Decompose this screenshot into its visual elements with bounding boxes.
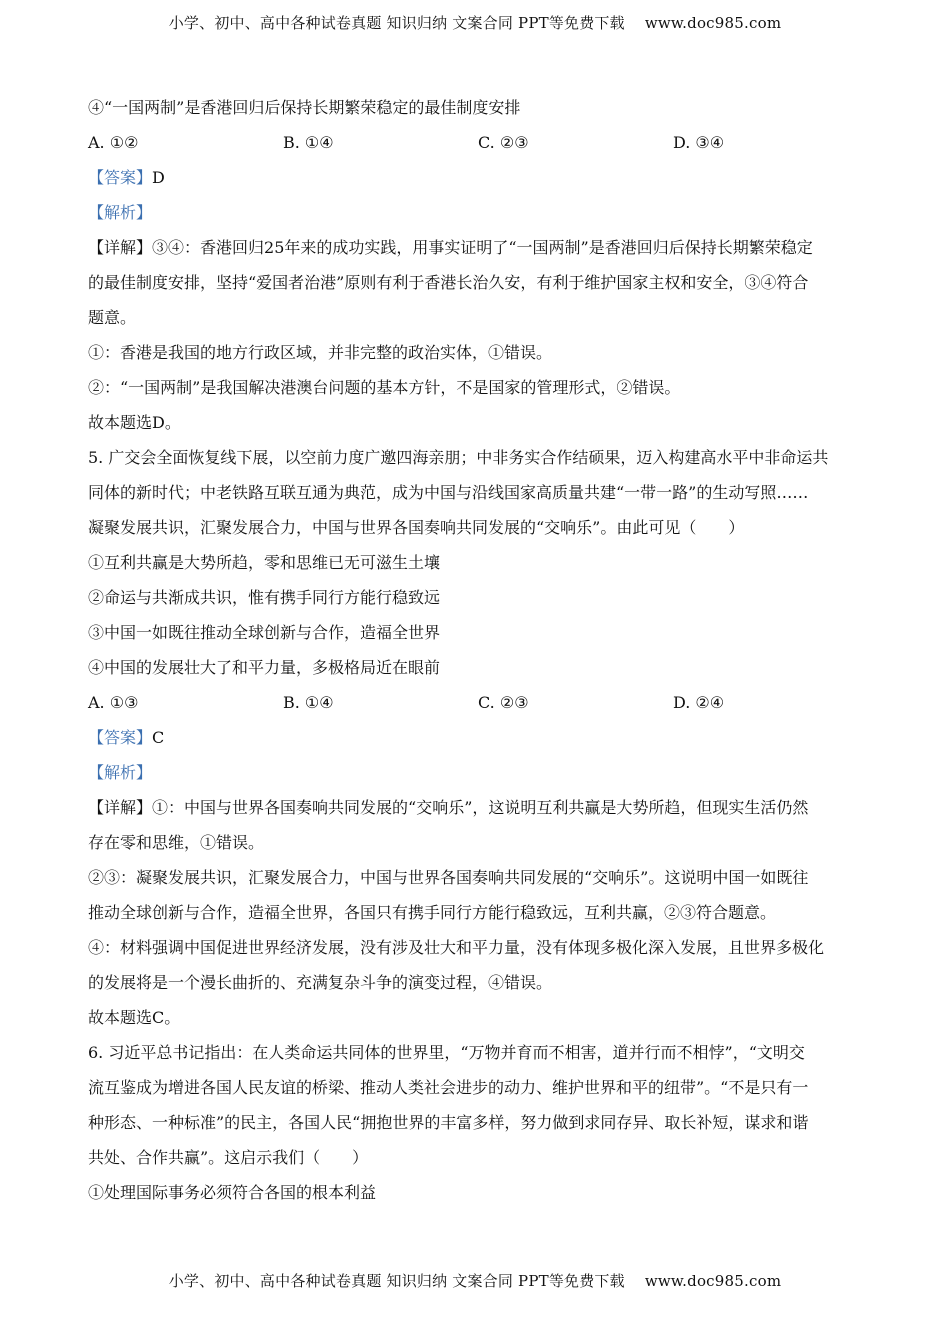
footer-text: 小学、初中、高中各种试卷真题 知识归纳 文案合同 PPT等免费下载 — [168, 1272, 625, 1290]
q6-stem-line: 共处、合作共赢”。这启示我们（ ） — [88, 1148, 369, 1167]
page-header — [0, 12, 950, 33]
analysis-tag: 【解析】 — [88, 763, 153, 782]
q4-conclusion: 故本题选D。 — [88, 413, 181, 432]
q5-option-c: C. ②③ — [478, 693, 529, 712]
q5-detail-line: ②③：凝聚发展共识，汇聚发展合力，中国与世界各国奏响共同发展的“交响乐”。这说明中国一如既往 — [88, 868, 809, 887]
q5-option-b: B. ①④ — [283, 693, 334, 712]
q4-detail-line: 【详解】③④：香港回归25年来的成功实践，用事实证明了“一国两制”是香港回归后保持长期繁荣稳定 — [88, 238, 813, 257]
q5-item-1: ①互利共赢是大势所趋，零和思维已无可滋生土壤 — [88, 553, 441, 572]
q5-detail-line: 存在零和思维，①错误。 — [88, 833, 265, 852]
q5-stem-line: 5. 广交会全面恢复线下展，以空前力度广邀四海亲朋；中非务实合作结硕果，迈入构建高水平中非命运共 — [88, 448, 829, 467]
q4-detail-line: ②：“一国两制”是我国解决港澳台问题的基本方针，不是国家的管理形式，②错误。 — [88, 378, 681, 397]
q4-item-4: ④“一国两制”是香港回归后保持长期繁荣稳定的最佳制度安排 — [88, 98, 521, 117]
q4-options — [88, 125, 868, 160]
q4-answer — [88, 160, 868, 195]
q4-option-b: B. ①④ — [283, 133, 334, 152]
q5-option-a: A. ①③ — [88, 693, 139, 712]
q5-detail-line: ④：材料强调中国促进世界经济发展，没有涉及壮大和平力量，没有体现多极化深入发展，且世界多极化 — [88, 938, 825, 957]
q4-detail-line: 的最佳制度安排，坚持“爱国者治港”原则有利于香港长治久安，有利于维护国家主权和安全，③④符合 — [88, 273, 809, 292]
detail-tag: 【详解】 — [88, 238, 153, 257]
q5-item-2: ②命运与共渐成共识，惟有携手同行方能行稳致远 — [88, 588, 441, 607]
q4-detail-line: ①：香港是我国的地方行政区域，并非完整的政治实体，①错误。 — [88, 343, 553, 362]
header-site-link[interactable]: www.doc985.com — [644, 14, 782, 32]
q5-detail-line: 【详解】①：中国与世界各国奏响共同发展的“交响乐”，这说明互利共赢是大势所趋，但现实生活仍然 — [88, 798, 809, 817]
q5-option-d: D. ②④ — [673, 693, 725, 712]
document-body — [88, 90, 868, 1210]
q5-detail-line: 的发展将是一个漫长曲折的、充满复杂斗争的演变过程，④错误。 — [88, 973, 553, 992]
q4-option-d: D. ③④ — [673, 133, 725, 152]
q4-option-a: A. ①② — [88, 133, 139, 152]
q5-stem-line: 同体的新时代；中老铁路互联互通为典范，成为中国与沿线国家高质量共建“一带一路”的生动写照…… — [88, 483, 809, 502]
q4-analysis-heading — [88, 195, 868, 230]
q5-detail-line: 推动全球创新与合作，造福全世界，各国只有携手同行方能行稳致远，互利共赢，②③符合题意。 — [88, 903, 777, 922]
answer-value: C — [152, 728, 165, 747]
analysis-tag: 【解析】 — [88, 203, 153, 222]
q5-conclusion: 故本题选C。 — [88, 1008, 181, 1027]
q4-detail-line: 题意。 — [88, 308, 137, 327]
answer-tag: 【答案】 — [88, 168, 153, 187]
answer-value: D — [152, 168, 165, 187]
q5-stem-line: 凝聚发展共识，汇聚发展合力，中国与世界各国奏响共同发展的“交响乐”。由此可见（ ） — [88, 518, 745, 537]
q5-item-3: ③中国一如既往推动全球创新与合作，造福全世界 — [88, 623, 441, 642]
q5-answer — [88, 720, 868, 755]
q5-analysis-heading — [88, 755, 868, 790]
q6-stem-line: 种形态、一种标准”的民主，各国人民“拥抱世界的丰富多样，努力做到求同存异、取长补短，谋求和谐 — [88, 1113, 809, 1132]
page-footer — [0, 1270, 950, 1291]
q5-item-4: ④中国的发展壮大了和平力量，多极格局近在眼前 — [88, 658, 441, 677]
q5-options — [88, 685, 868, 720]
q6-item-1: ①处理国际事务必须符合各国的根本利益 — [88, 1183, 377, 1202]
detail-tag: 【详解】 — [88, 798, 153, 817]
q6-stem-line: 6. 习近平总书记指出：在人类命运共同体的世界里，“万物并育而不相害，道并行而不相悖”，“文明交 — [88, 1043, 805, 1062]
footer-site-link[interactable]: www.doc985.com — [644, 1272, 782, 1290]
answer-tag: 【答案】 — [88, 728, 153, 747]
header-text: 小学、初中、高中各种试卷真题 知识归纳 文案合同 PPT等免费下载 — [168, 14, 625, 32]
q4-option-c: C. ②③ — [478, 133, 529, 152]
q6-stem-line: 流互鉴成为增进各国人民友谊的桥梁、推动人类社会进步的动力、维护世界和平的纽带”。“不是只有一 — [88, 1078, 809, 1097]
